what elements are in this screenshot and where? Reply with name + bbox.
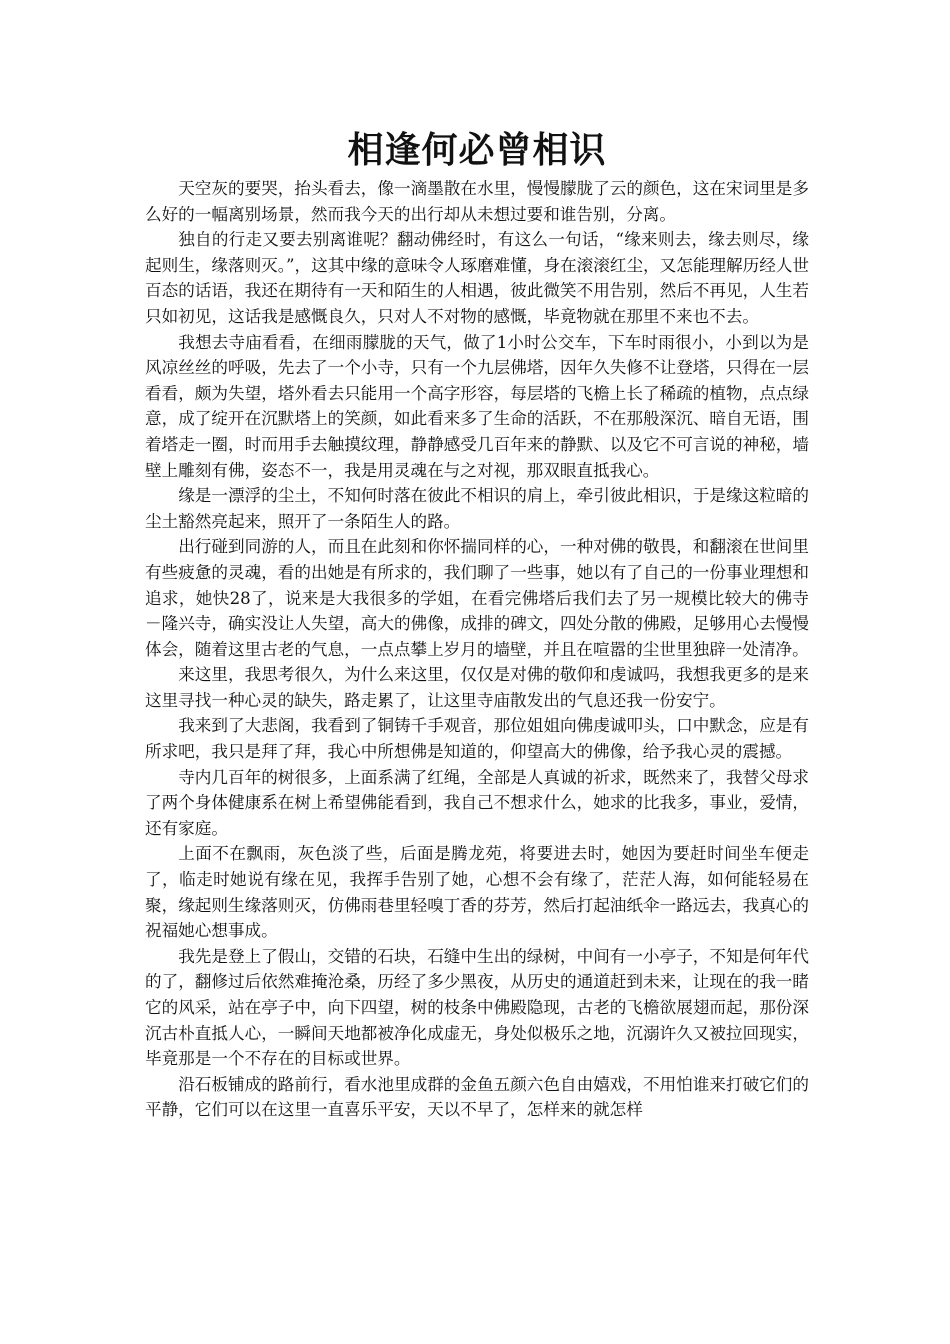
document-page <box>145 128 809 1123</box>
paragraph-9: 上面不在飘雨，灰色淡了些，后面是腾龙苑，将要进去时，她因为要赶时间坐车便走了，临走时她说有缘在见，我挥手告别了她，心想不会有缘了，茫茫人海，如何能轻易在聚，缘起则生缘落则灭，仿佛雨巷里轻嗅丁香的芬芳，然后打起油纸伞一路远去，我真心的祝福她心想事成。 <box>145 844 809 941</box>
paragraph-4: 缘是一漂浮的尘土，不知何时落在彼此不相识的肩上，牵引彼此相识，于是缘这粒暗的尘土豁然亮起来，照开了一条陌生人的路。 <box>145 486 809 531</box>
paragraph-7: 我来到了大悲阁，我看到了铜铸千手观音，那位姐姐向佛虔诚叩头，口中默念，应是有所求吧，我只是拜了拜，我心中所想佛是知道的，仰望高大的佛像，给予我心灵的震撼。 <box>145 716 809 762</box>
paragraph-8: 寺内几百年的树很多，上面系满了红绳，全部是人真诚的祈求，既然来了，我替父母求了两个身体健康系在树上希望佛能看到，我自己不想求什么，她求的比我多，事业，爱情，还有家庭。 <box>145 767 809 838</box>
paragraph-2: 独自的行走又要去别离谁呢？翻动佛经时，有这么一句话，“缘来则去，缘去则尽，缘起则生，缘落则灭。”，这其中缘的意味令人琢磨难懂，身在滚滚红尘，又怎能理解历经人世百态的话语，我还在期待有一天和陌生的人相遇，彼此微笑不用告别，然后不再见，人生若只如初见，这话我是感慨良久，只对人不对物的感慨，毕竟物就在那里不来也不去。 <box>145 230 809 326</box>
paragraph-3: 我想去寺庙看看，在细雨朦胧的天气，做了1小时公交车，下车时雨很小，小到以为是风凉丝丝的呼吸，先去了一个小寺，只有一个九层佛塔，因年久失修不让登塔，只得在一层看看，颇为失望，塔外看去只能用一个高字形容，每层塔的飞檐上长了稀疏的植物，点点绿意，成了绽开在沉默塔上的笑颜，如此看来多了生命的活跃，不在那般深沉、暗自无语，围着塔走一圈，时而用手去触摸纹理，静静感受几百年来的静默、以及它不可言说的神秘，墙壁上雕刻有佛，姿态不一，我是用灵魂在与之对视，那双眼直抵我心。 <box>145 332 809 480</box>
paragraph-10: 我先是登上了假山，交错的石块，石缝中生出的绿树，中间有一小亭子，不知是何年代的了，翻修过后依然难掩沧桑，历经了多少黑夜，从历史的通道赶到未来，让现在的我一睹它的风采，站在亭子中，向下四望，树的枝条中佛殿隐现，古老的飞檐欲展翅而起，那份深沉古朴直抵人心，一瞬间天地都被净化成虚无，身处似极乐之地，沉溺许久又被拉回现实，毕竟那是一个不存在的目标或世界。 <box>145 946 809 1069</box>
paragraph-11: 沿石板铺成的路前行，看水池里成群的金鱼五颜六色自由嬉戏，不用怕谁来打破它们的平静，它们可以在这里一直喜乐平安，天以不早了，怎样来的就怎样 <box>145 1074 809 1120</box>
paragraph-6: 来这里，我思考很久，为什么来这里，仅仅是对佛的敬仰和虔诚吗，我想我更多的是来这里寻找一种心灵的缺失，路走累了，让这里寺庙散发出的气息还我一份安宁。 <box>145 665 809 710</box>
paragraph-1: 天空灰的要哭，抬头看去，像一滴墨散在水里，慢慢朦胧了云的颜色，这在宋词里是多么好的一幅离别场景，然而我今天的出行却从未想过要和谁告别，分离。 <box>145 179 809 224</box>
paragraph-5: 出行碰到同游的人，而且在此刻和你怀揣同样的心，一种对佛的敬畏，和翻滚在世间里有些疲惫的灵魂，看的出她是有所求的，我们聊了一些事，她以有了自己的一份事业理想和追求，她快28了，说来是大我很多的学姐，在看完佛塔后我们去了另一规模比较大的佛寺－隆兴寺，确实没让人失望，高大的佛像，成排的碑文，四处分散的佛殿，足够用心去慢慢体会，随着这里古老的气息，一点点攀上岁月的墙壁，并且在喧嚣的尘世里独辟一处清净。 <box>145 537 809 659</box>
document-title: 相逢何必曾相识 <box>347 129 607 171</box>
